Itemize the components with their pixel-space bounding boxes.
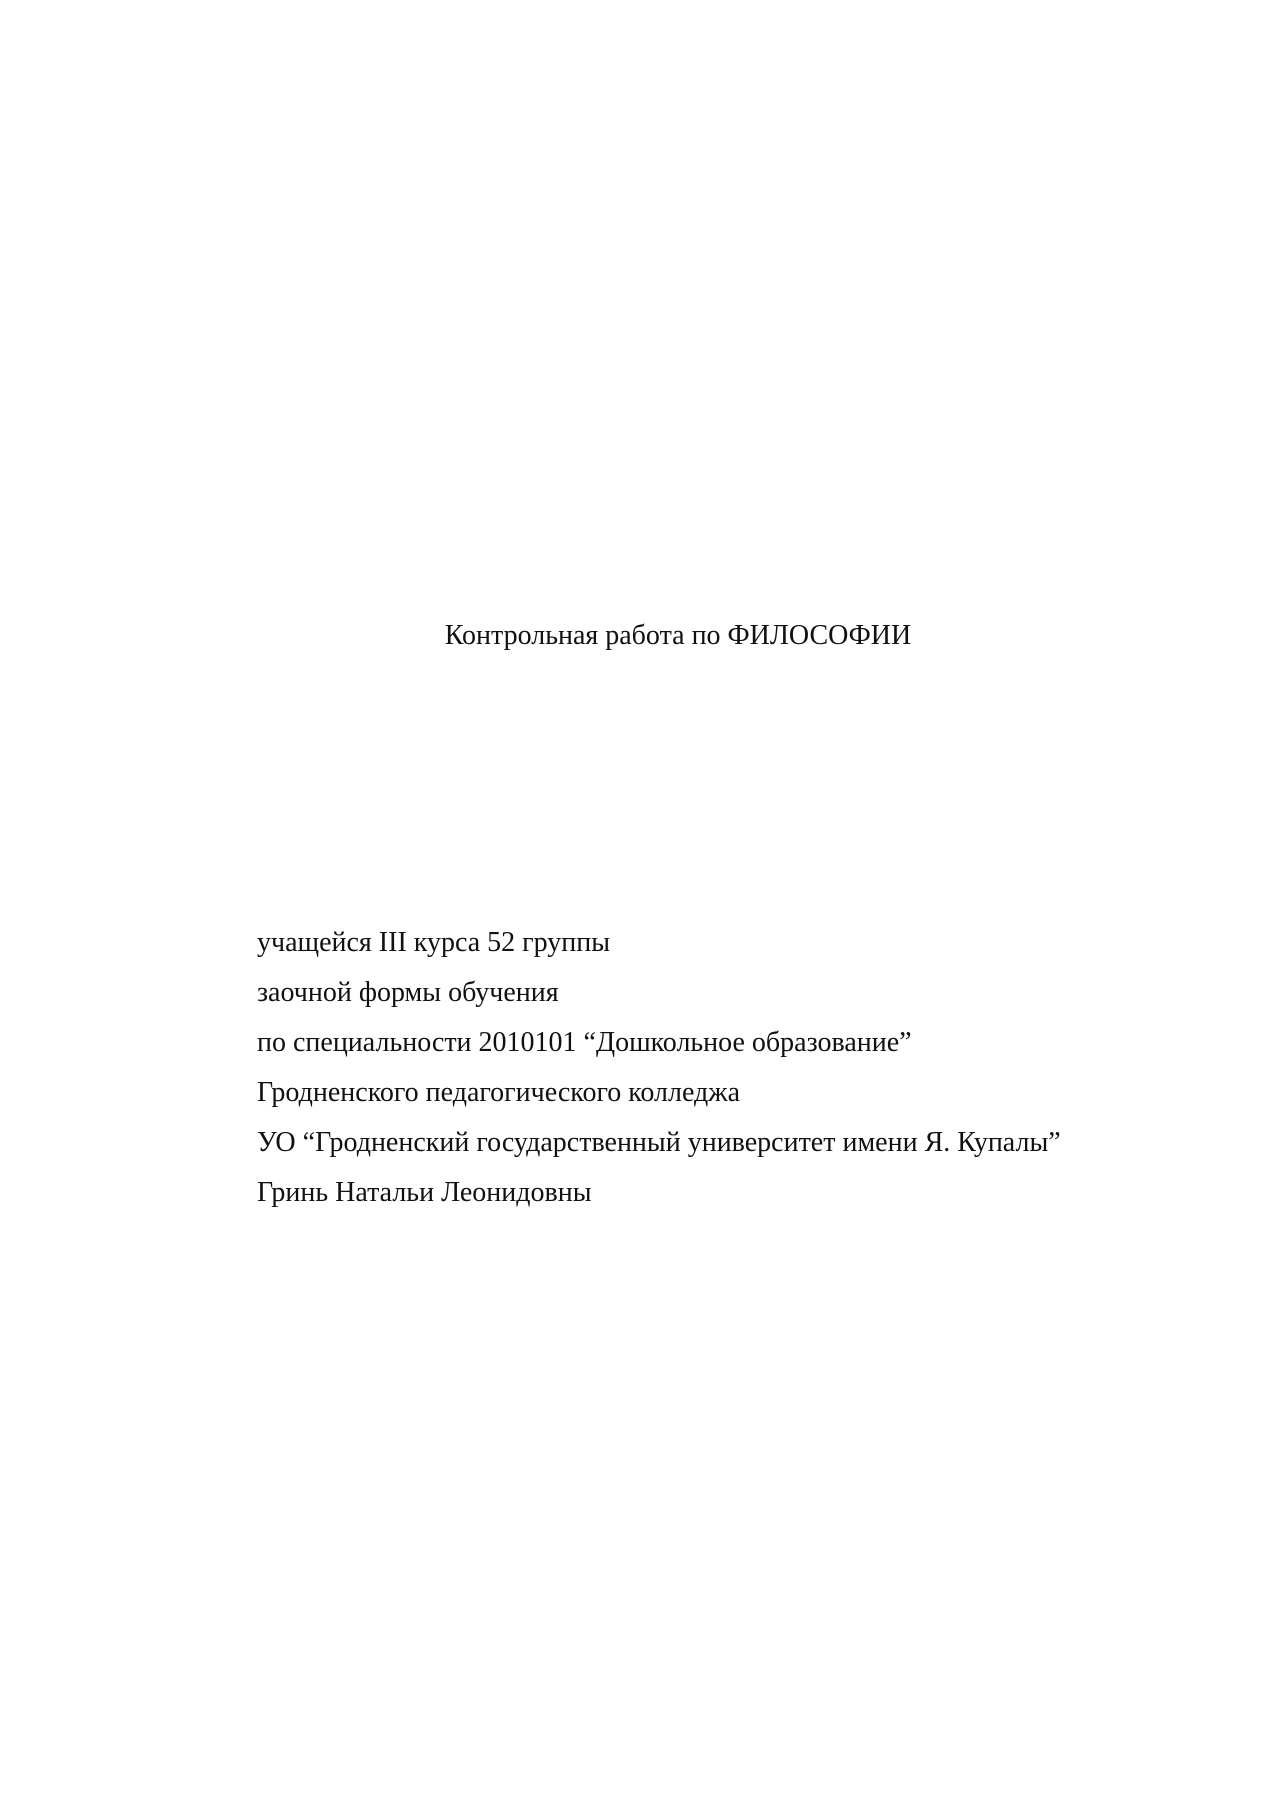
author-line-university: УО “Гродненский государственный университет имени Я. Купалы” [257, 1127, 1061, 1158]
author-line-course: учащейся III курса 52 группы [257, 927, 611, 958]
author-info-block [257, 918, 1237, 1218]
author-line-study-form: заочной формы обучения [257, 977, 559, 1008]
document-title: Контрольная работа по ФИЛОСОФИИ [444, 620, 912, 651]
author-line-name: Гринь Натальи Леонидовны [257, 1177, 592, 1208]
author-line-college: Гродненского педагогического колледжа [257, 1077, 741, 1108]
author-line-specialty: по специальности 2010101 “Дошкольное образование” [257, 1027, 912, 1058]
